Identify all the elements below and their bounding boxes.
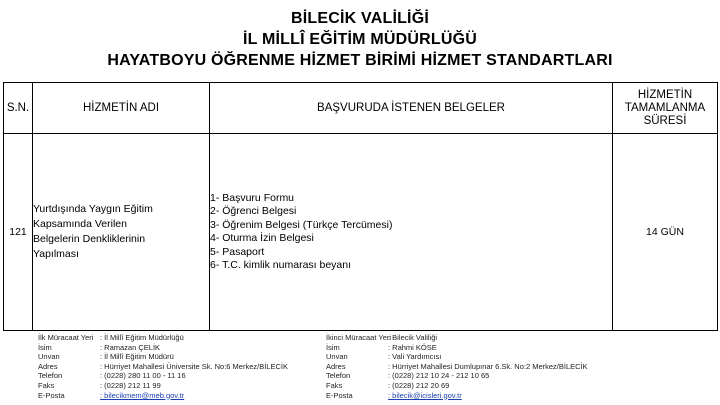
document-item: 4- Oturma İzin Belgesi	[210, 232, 314, 244]
document-item: 3- Öğrenim Belgesi (Türkçe Tercümesi)	[210, 218, 393, 231]
header-completion-line: SÜRESİ	[643, 114, 687, 127]
contact-row	[38, 362, 338, 372]
contact-value: : Hürriyet Mahallesi Üniversite Sk. No:6 Merkez/BİLECİK	[100, 361, 288, 371]
contact-value: : (0228) 212 20 69	[388, 380, 450, 390]
header-required-documents: BAŞVURUDA İSTENEN BELGELER	[210, 83, 613, 134]
table-header-row	[4, 83, 718, 134]
contact-label: İlk Müracaat Yeri	[38, 333, 94, 342]
header-completion-line: HİZMETİN	[637, 88, 693, 101]
header-completion-line: TAMAMLANMA	[624, 101, 706, 114]
first-application-contact	[38, 333, 338, 400]
contact-row	[326, 343, 718, 353]
contact-value: : Rahmi KÖSE	[388, 342, 437, 352]
document-item: 5- Pasaport	[210, 245, 265, 258]
row-required-documents	[210, 134, 613, 331]
contact-value: : Ramazan ÇELİK	[100, 342, 161, 352]
contact-label: İsim	[326, 342, 340, 352]
contact-value: : Bilecik Valiliği	[388, 333, 438, 342]
contact-value: : (0228) 280 11 00 - 11 16	[100, 371, 186, 381]
contact-label: Telefon	[326, 371, 351, 381]
contact-row	[326, 381, 718, 391]
contact-label: Adres	[38, 361, 58, 371]
contact-row	[326, 362, 718, 372]
header-sn: S.N.	[4, 83, 33, 134]
contact-label: Telefon	[38, 371, 63, 381]
contact-value: : Hürriyet Mahallesi Dumlupınar 6.Sk. No:2 Merkez/BİLECİK	[388, 361, 588, 371]
row-service-name	[33, 134, 210, 331]
contact-row	[38, 352, 338, 362]
email-link[interactable]: : bilecik@icisleri.gov.tr	[388, 390, 462, 400]
document-item: 1- Başvuru Formu	[210, 191, 295, 204]
service-name-line: Belgelerin Denkliklerinin	[33, 233, 146, 245]
document-item: 2- Öğrenci Belgesi	[210, 205, 297, 217]
email-link[interactable]: : bilecikmem@meb.gov.tr	[100, 390, 185, 400]
row-sn: 121	[4, 134, 33, 331]
contact-label: E-Posta	[326, 390, 353, 400]
contact-label: Unvan	[326, 352, 348, 362]
title-governorship: BİLECİK VALİLİĞİ	[290, 10, 429, 27]
contact-row	[326, 333, 718, 343]
contact-row	[38, 333, 338, 343]
row-completion-time: 14 GÜN	[613, 134, 718, 331]
contact-label: E-Posta	[38, 390, 65, 400]
contact-value: : İl Millî Eğitim Müdürü	[100, 352, 174, 362]
contact-value: : (0228) 212 10 24 - 212 10 65	[388, 371, 490, 381]
contact-label: İkinci Müracaat Yeri	[326, 333, 392, 342]
title-directorate: İL MİLLÎ EĞİTİM MÜDÜRLÜĞÜ	[242, 31, 477, 48]
service-name-line: Yurtdışında Yaygın Eğitim	[33, 203, 153, 215]
contact-value: : İl Millî Eğitim Müdürlüğü	[100, 333, 184, 342]
contact-label: Adres	[326, 361, 346, 371]
service-standards-table	[3, 82, 718, 331]
document-item: 6- T.C. kimlik numarası beyanı	[210, 259, 352, 271]
contact-label: Faks	[326, 380, 343, 390]
contact-row	[326, 391, 718, 401]
contact-row	[38, 391, 338, 401]
service-name-line: Kapsamında Verilen	[33, 218, 127, 230]
contact-value: : Vali Yardımcısı	[388, 352, 442, 362]
contact-row	[326, 352, 718, 362]
header-completion-time	[613, 83, 718, 134]
title-service-standards: HAYATBOYU ÖĞRENME HİZMET BİRİMİ HİZMET STANDARTLARI	[107, 52, 613, 69]
header-service-name: HİZMETİN ADI	[33, 83, 210, 134]
contact-row	[326, 371, 718, 381]
contact-label: Faks	[38, 380, 55, 390]
service-name-line: Yapılması	[33, 248, 79, 260]
contact-row	[38, 381, 338, 391]
table-row	[4, 134, 718, 331]
contact-row	[38, 343, 338, 353]
contact-row	[38, 371, 338, 381]
contact-value: : (0228) 212 11 99	[100, 380, 161, 390]
contact-label: İsim	[38, 342, 52, 352]
second-application-contact	[326, 333, 718, 400]
contact-label: Unvan	[38, 352, 60, 362]
document-title	[0, 8, 720, 71]
